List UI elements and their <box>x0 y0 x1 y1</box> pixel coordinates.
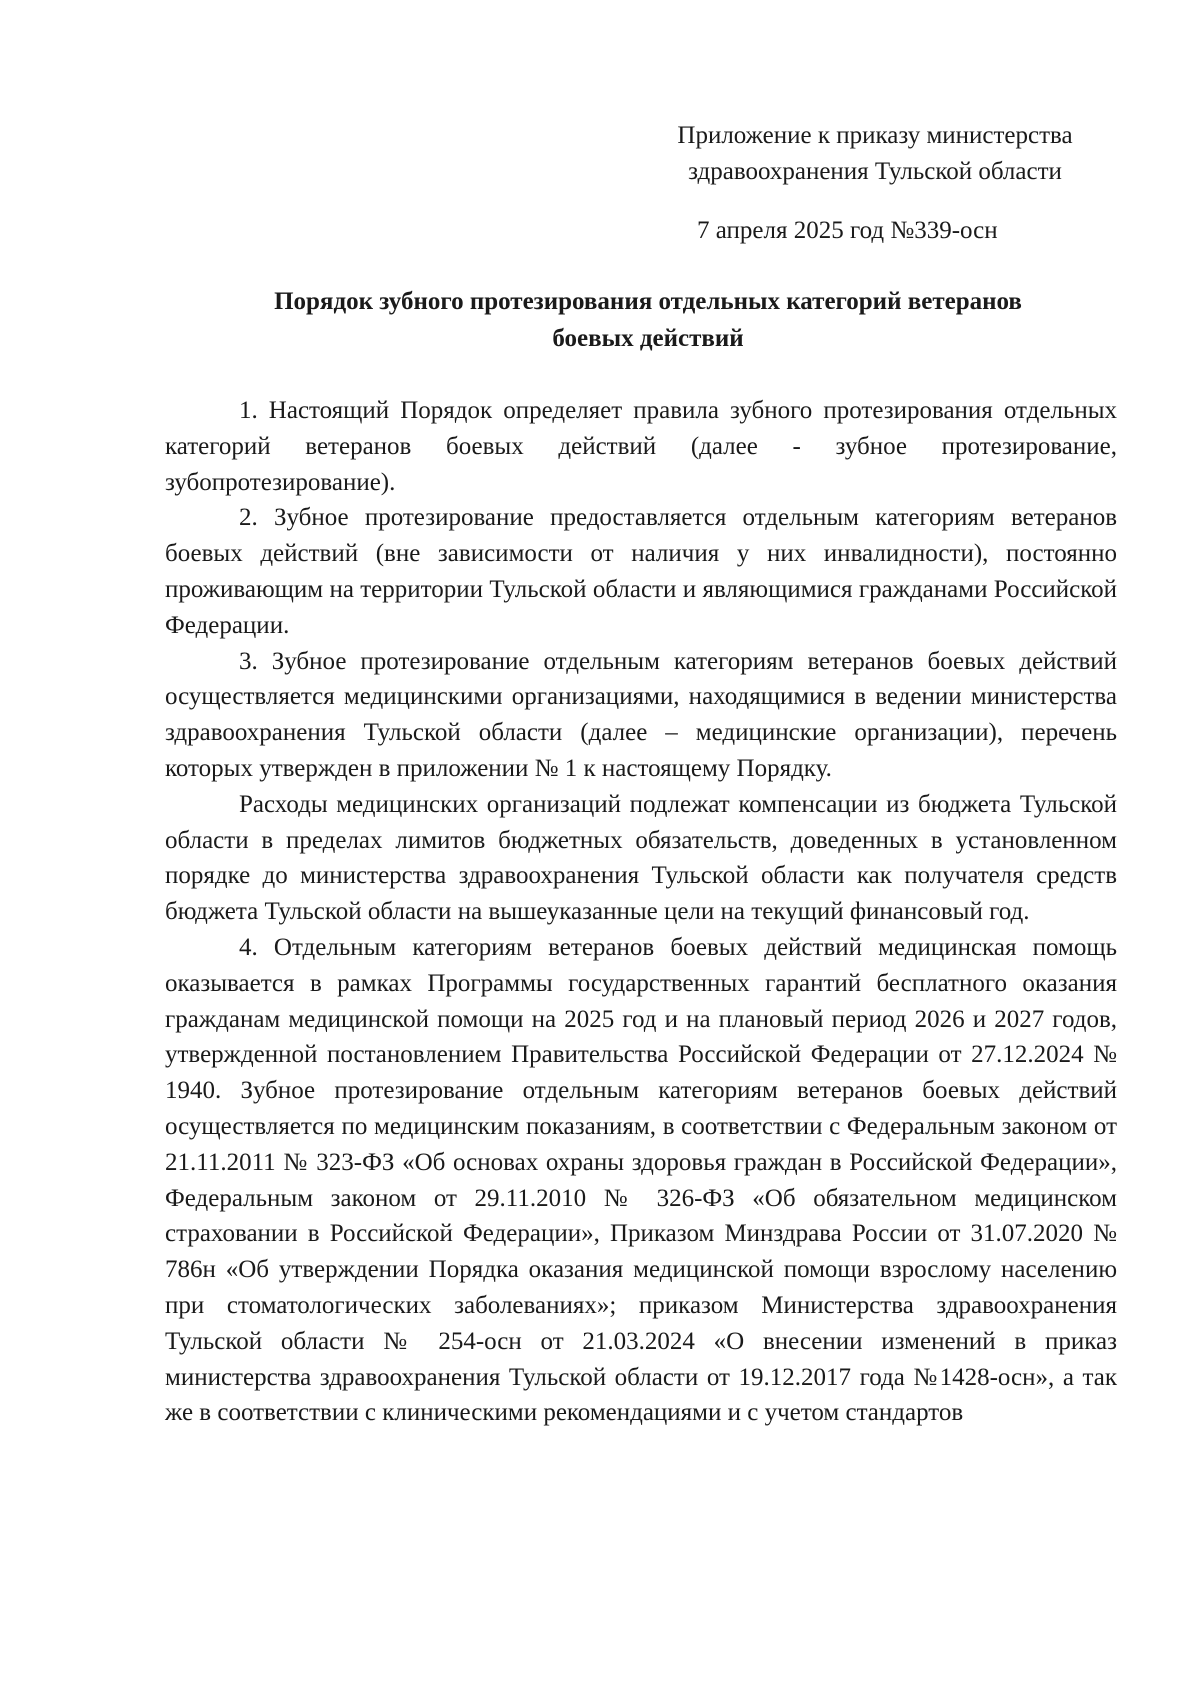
paragraph-4: 4. Отдельным категориям ветеранов боевых действий медицинская помощь оказывается в рамках Программы государственных гарантий бесплатного оказания гражданам медицинской помощи на 2025 год и на плановый период 2026 и 2027 годов, утвержденной постановлением Правительства Российской Федерации от 27.12.2024 № 1940. Зубное протезирование отдельным категориям ветеранов боевых действий осуществляется по медицинским показаниям, в соответствии с Федеральным законом от 21.11.2011 № 323-ФЗ «Об основах охраны здоровья граждан в Российской Федерации», Федеральным законом от 29.11.2010 № 326-ФЗ «Об обязательном медицинском страховании в Российской Федерации», Приказом Минздрава России от 31.07.2020 № 786н «Об утверждении Порядка оказания медицинской помощи взрослому населению при стоматологических заболеваниях»; приказом Министерства здравоохранения Тульской области № 254-осн от 21.03.2024 «О внесении изменений в приказ министерства здравоохранения Тульской области от 19.12.2017 года №1428-осн», а так же в соответствии с клиническими рекомендациями и с учетом стандартов <box>165 933 1117 1427</box>
appendix-header <box>640 118 1110 190</box>
appendix-header-line-2: здравоохранения Тульской области <box>688 158 1062 185</box>
document-title <box>168 283 1128 357</box>
paragraph-3: 3. Зубное протезирование отдельным категориям ветеранов боевых действий осуществляется медицинскими организациями, находящимися в ведении министерства здравоохранения Тульской области (далее – медицинские организации), перечень которых утвержден в приложении № 1 к настоящему Порядку. <box>165 647 1117 782</box>
order-reference: 7 апреля 2025 год №339-осн <box>697 217 998 244</box>
paragraph-1: 1. Настоящий Порядок определяет правила зубного протезирования отдельных категорий ветеранов боевых действий (далее - зубное протезирование, зубопротезирование). <box>165 397 1117 496</box>
document-title-line-2: боевых действий <box>552 325 744 352</box>
paragraph-2: 2. Зубное протезирование предоставляется отдельным категориям ветеранов боевых действий (вне зависимости от наличия у них инвалидности), постоянно проживающим на территории Тульской области и являющимися гражданами Российской Федерации. <box>165 504 1117 639</box>
appendix-header-line-1: Приложение к приказу министерства <box>677 122 1073 149</box>
document-body <box>165 393 1117 1431</box>
document-title-line-1: Порядок зубного протезирования отдельных категорий ветеранов <box>274 288 1022 315</box>
paragraph-expenses: Расходы медицинских организаций подлежат компенсации из бюджета Тульской области в пределах лимитов бюджетных обязательств, доведенных в установленном порядке до министерства здравоохранения Тульской области как получателя средств бюджета Тульской области на вышеуказанные цели на текущий финансовый год. <box>165 790 1117 926</box>
